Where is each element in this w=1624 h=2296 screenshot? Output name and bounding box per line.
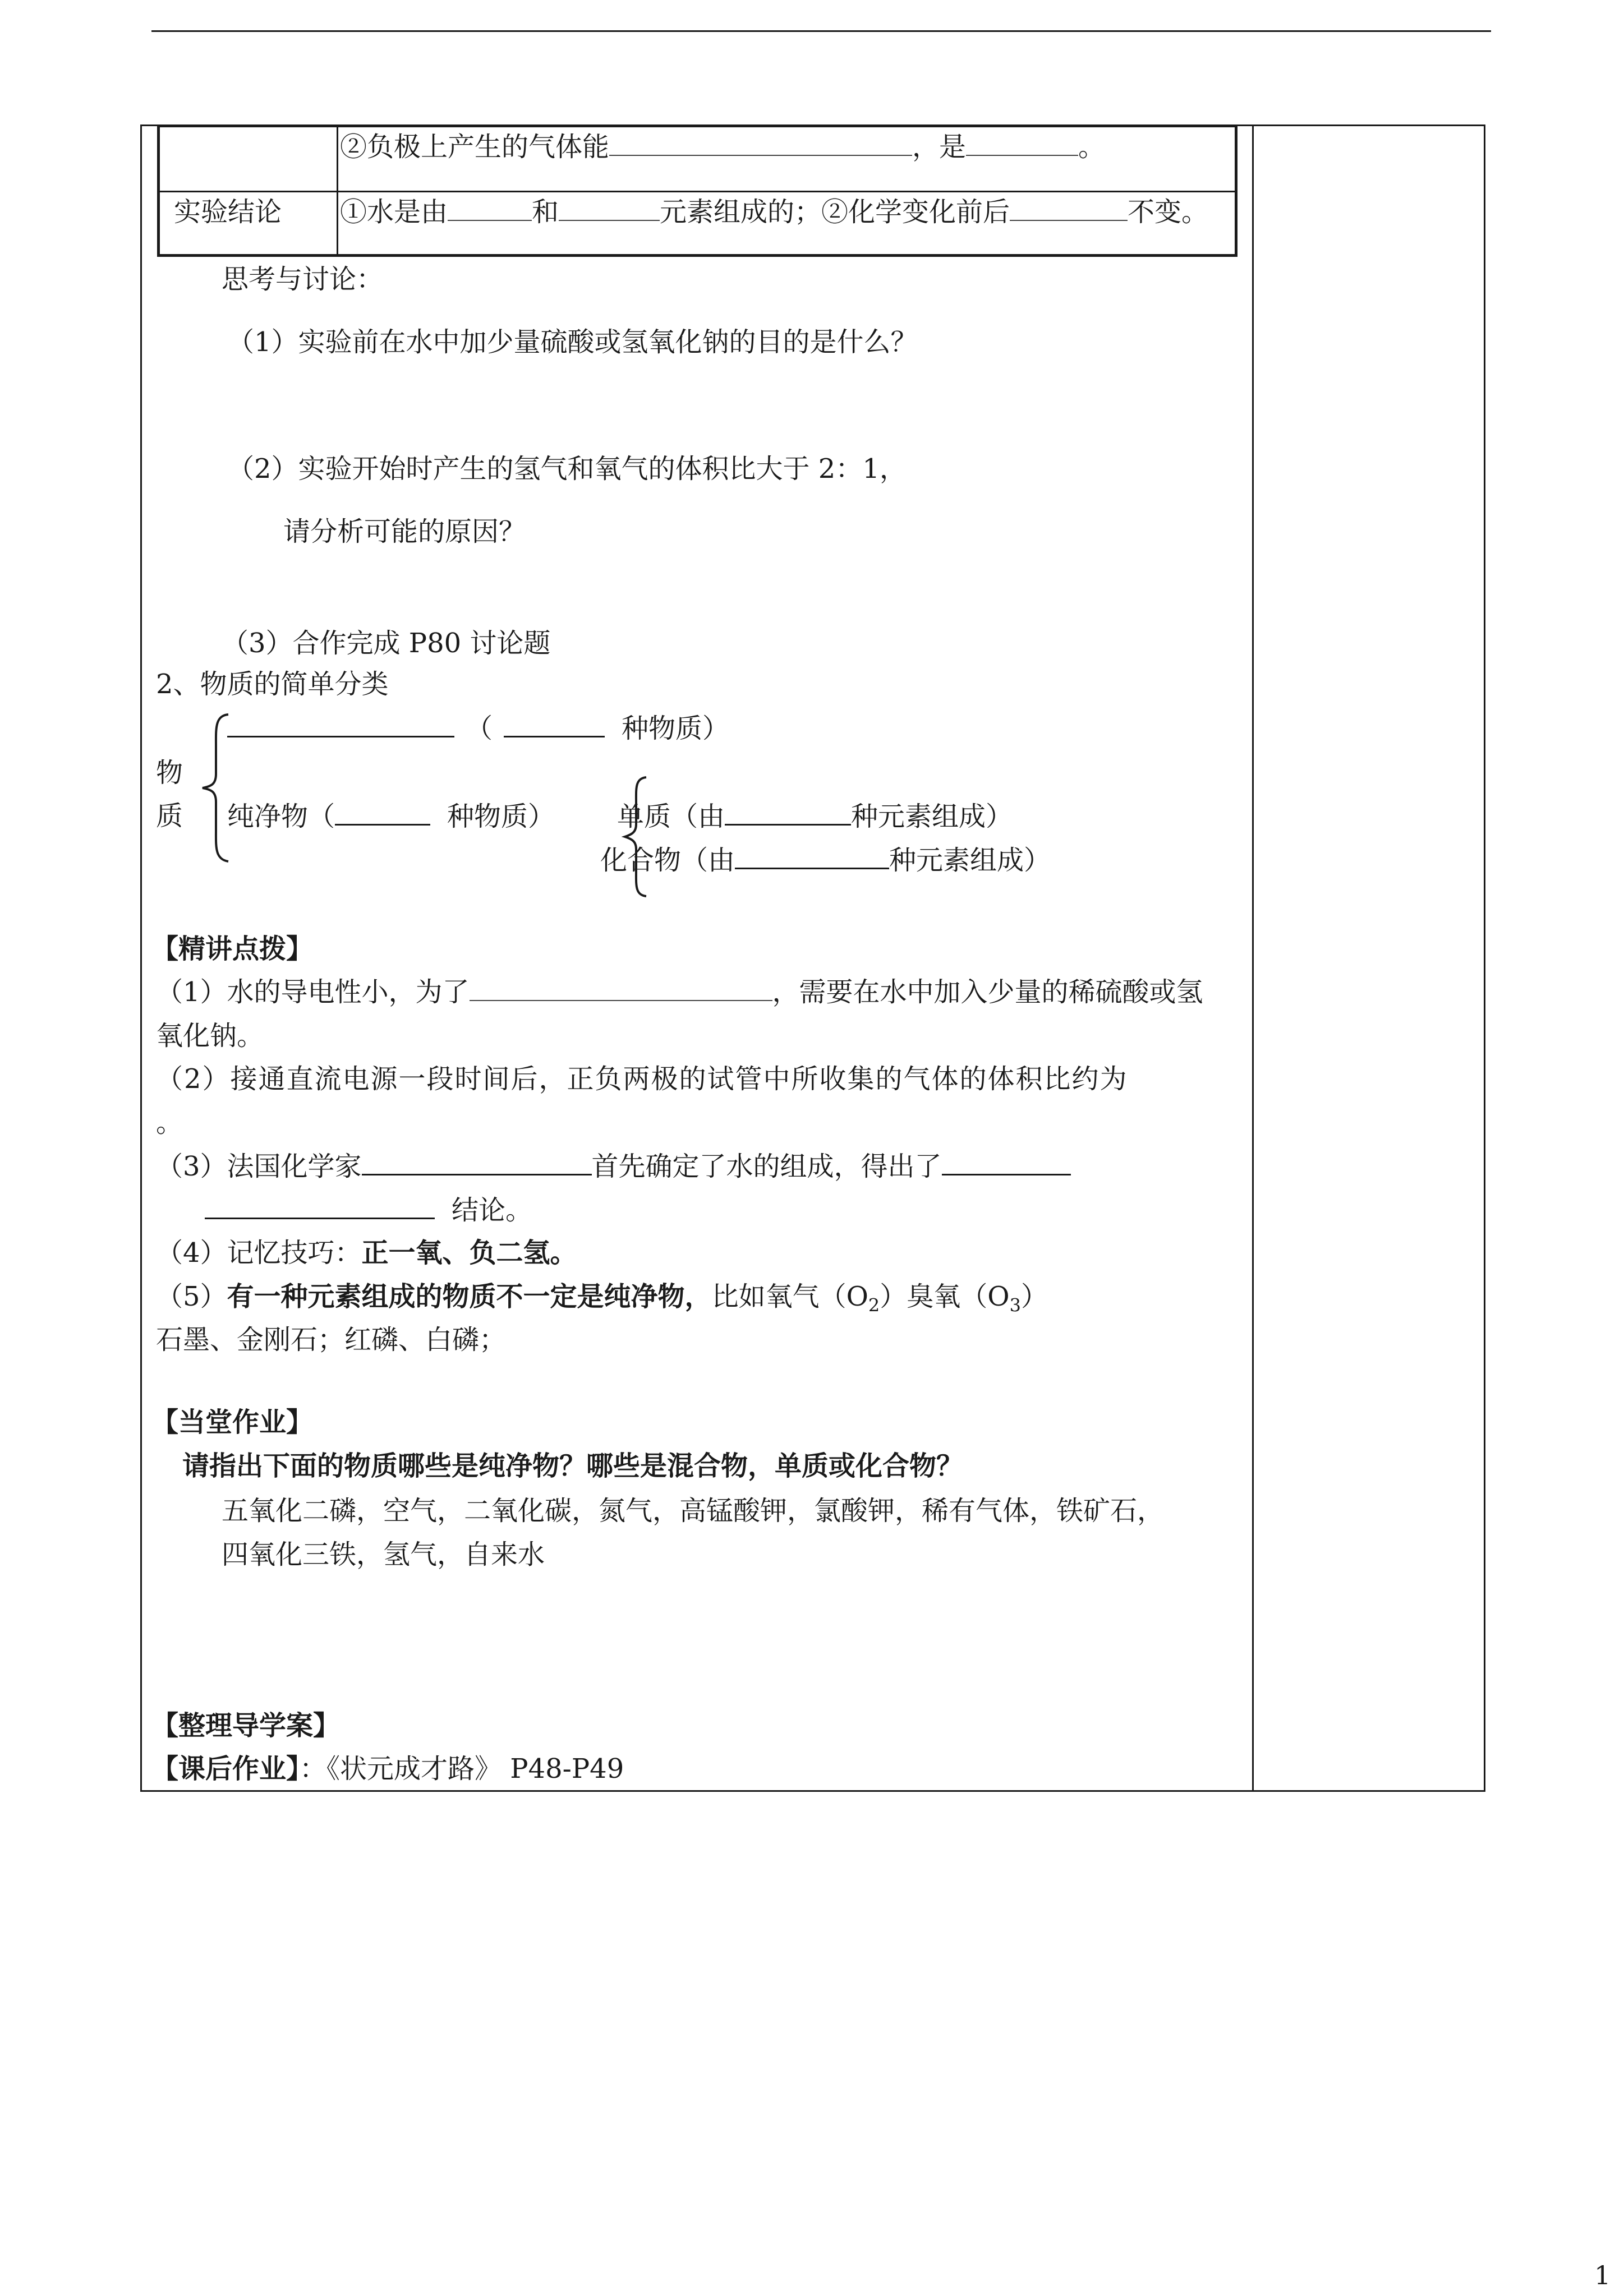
blank [448,195,532,221]
key-point-5: （5）有一种元素组成的物质不一定是纯净物，比如氧气$(O_2)$臭氧$(O_3)$ [156,1281,1048,1316]
summary-heading: 【整理导学案】 [151,1710,341,1741]
table-row1-content: ②负极上产生的气体能 ，是 。 [340,131,1106,163]
blank [725,799,851,826]
classification-title: 2、物质的简单分类 [156,668,389,700]
key-points-heading: 【精讲点拨】 [151,933,314,965]
discussion-q2-line2: 请分析可能的原因？ [283,516,526,547]
page-number: 1 [1594,2260,1611,2290]
key-point-3-cont: 结论。 [205,1193,532,1227]
table-row2-label: 实验结论 [174,196,282,228]
blank [504,711,605,737]
key-point-2-cont: 。 [156,1107,183,1138]
key-point-3: （3）法国化学家 首先确定了水的组成，得出了 [156,1149,1071,1183]
side-column-divider [1252,125,1254,1792]
homework-line: 【课后作业】：《状元成才路》 P48-P49 [151,1753,624,1785]
key-point-2: （2）接通直流电源一段时间后，正负两极的试管中所收集的气体的体积比约为 [156,1063,1128,1095]
header-rule [151,30,1491,32]
blank [609,130,912,156]
blank [1010,195,1128,221]
discussion-q3: （3）合作完成 P80 讨论题 [222,628,551,659]
key-point-5-cont: 石墨、金刚石；红磷、白磷； [156,1324,507,1356]
classification-root-char1: 物 [156,757,183,789]
blank [205,1193,435,1219]
classification-compound: 化合物（由 种元素组成） [600,843,1051,877]
key-point-1-cont: 氧化钠。 [156,1020,264,1052]
blank [735,843,889,869]
blank [335,799,430,826]
discussion-q1: （1）实验前在水中加少量硫酸或氢氧化钠的目的是什么？ [227,326,918,358]
key-point-1: （1）水的导电性小，为了 ，需要在水中加入少量的稀硫酸或氢 [156,976,1203,1008]
classification-root-char2: 质 [156,800,183,832]
blank [470,975,772,1001]
classwork-question: 请指出下面的物质哪些是纯净物？哪些是混合物，单质或化合物？ [182,1450,964,1482]
classification-brace-pure [622,775,650,898]
blank [227,711,454,737]
discussion-q2-line1: （2）实验开始时产生的氢气和氧气的体积比大于 2：1， [227,453,907,485]
classification-branch1: （ 种物质） [227,711,729,745]
classwork-line2: 四氧化三铁，氢气，自来水 [222,1539,545,1570]
classwork-line1: 五氧化二磷，空气，二氧化碳，氮气，高锰酸钾，氯酸钾，稀有气体，铁矿石， [222,1495,1165,1527]
classification-elemental: 单质（由 种元素组成） [617,799,1013,833]
blank [942,1149,1071,1175]
blank [362,1149,592,1175]
table-row2-content: ①水是由 和 元素组成的；②化学变化前后 不变。 [340,196,1209,228]
discussion-heading: 思考与讨论： [222,264,384,295]
classification-brace-main [199,712,233,864]
classification-pure: 纯净物（ 种物质） [227,799,555,833]
blank [966,130,1078,156]
classwork-heading: 【当堂作业】 [151,1407,314,1438]
key-point-4: （4）记忆技巧：正一氧、负二氢。 [156,1237,577,1269]
blank [559,195,660,221]
